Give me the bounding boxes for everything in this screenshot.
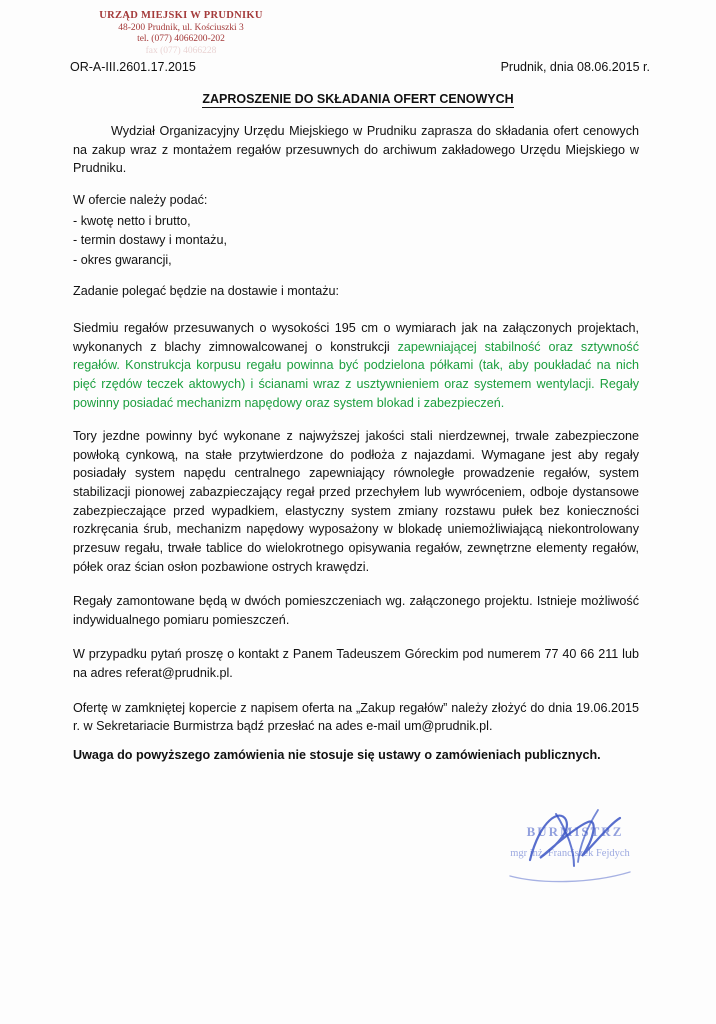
document-title-text: ZAPROSZENIE DO SKŁADANIA OFERT CENOWYCH xyxy=(202,92,514,106)
letterhead-address: 48-200 Prudnik, ul. Kościuszki 3 xyxy=(118,22,244,33)
handwritten-signature-icon xyxy=(470,800,670,890)
spec-1-part-b: zapewniającej stabilność oraz sztywność regałów. Konstrukcja korpusu regału powinna być podzielona półkami (tak, aby poukładać na nich pięć rzędów teczek aktowych) i ścianami wraz z usztywnieniem oraz systemem wentylacji. Regały powinny posiadać mechanizm napędowy oraz system blokad i zabezpieczeń. xyxy=(73,339,639,410)
spec-1-part-a: Siedmiu regałów przesuwanych o wysokości 195 cm o wymiarach jak na załączonych projektach, wykonanych z blachy zimnowalcowanej o konstrukcji xyxy=(73,321,639,354)
paragraph-intro: Wydział Organizacyjny Urzędu Miejskiego w Prudniku zaprasza do składania ofert cenowych na zakup wraz z montażem regałów przesuwnych do archiwum zakładowego Urzędu Miejskiego w Prudniku. xyxy=(73,124,639,176)
letterhead-title: URZĄD MIEJSKI W PRUDNIKU xyxy=(99,10,263,21)
paragraph-contact: W przypadku pytań proszę o kontakt z Panem Tadeuszem Góreckim pod numerem 77 40 66 211 lub na adres referat@prudnik.pl. xyxy=(73,647,639,680)
paragraph-spec-2: Tory jezdne powinny być wykonane z najwyższej jakości stali nierdzewnej, trwale zabezpieczone powłoką cynkową, na stałe przytwierdzone do podłoża z najazdami. Wymagane jest aby regały posiadały system napędu centralnego zapewniający równoległe prowadzenie regałów, system stabilizacji pionowej zabazpieczający regał przed przechyłem lub wywróceniem, odboje dystansowe zabezpieczające przed wypadkiem, elastyczny system zmiany rozstawu pułek bez konieczności rozkręcania śrub, mechanizm napędowy wyposażony w blokadę uniemożliwiającą niekontrolowany przesuw regału, trwałe tablice do wielokrotnego opisywania regałów, zewnętrzne elementy regałów, półek oraz ścian osłon pozbawione ostrych krawędzi. xyxy=(73,429,639,574)
document-title xyxy=(0,92,716,106)
reference-row xyxy=(70,60,650,74)
paragraph-note: Uwaga do powyższego zamówienia nie stosuje się ustawy o zamówieniach publicznych. xyxy=(73,747,601,762)
signature-block xyxy=(470,800,670,890)
offer-intro: W ofercie należy podać: xyxy=(73,192,208,207)
place-and-date: Prudnik, dnia 08.06.2015 r. xyxy=(500,60,650,74)
paragraph-submission: Ofertę w zamkniętej kopercie z napisem oferta na „Zakup regałów” należy złożyć do dnia 19.06.2015 r. w Sekretariacie Burmistrza bądź przesłać na ades e-mail um@prudnik.pl. xyxy=(73,700,639,734)
letterhead-fax: fax (077) 4066228 xyxy=(145,45,217,56)
document-body xyxy=(73,122,639,778)
signature-name: mgr inż. Franciszek Fejdych xyxy=(510,848,630,859)
letterhead xyxy=(66,10,296,58)
letterhead-phone: tel. (077) 4066200-202 xyxy=(137,34,225,45)
paragraph-spec-3: Regały zamontowane będą w dwóch pomieszczeniach wg. załączonego projektu. Istnieje możliwość indywidualnego pomiaru pomieszczeń. xyxy=(73,594,639,627)
offer-item: - kwotę netto i brutto, xyxy=(73,213,191,228)
reference-number: OR-A-III.2601.17.2015 xyxy=(70,60,196,74)
offer-item: - okres gwarancji, xyxy=(73,252,172,267)
task-intro: Zadanie polegać będzie na dostawie i montażu: xyxy=(73,284,340,299)
offer-item: - termin dostawy i montażu, xyxy=(73,233,227,248)
paragraph-spec-1 xyxy=(73,319,639,412)
signature-role: BURMISTRZ xyxy=(526,824,624,839)
